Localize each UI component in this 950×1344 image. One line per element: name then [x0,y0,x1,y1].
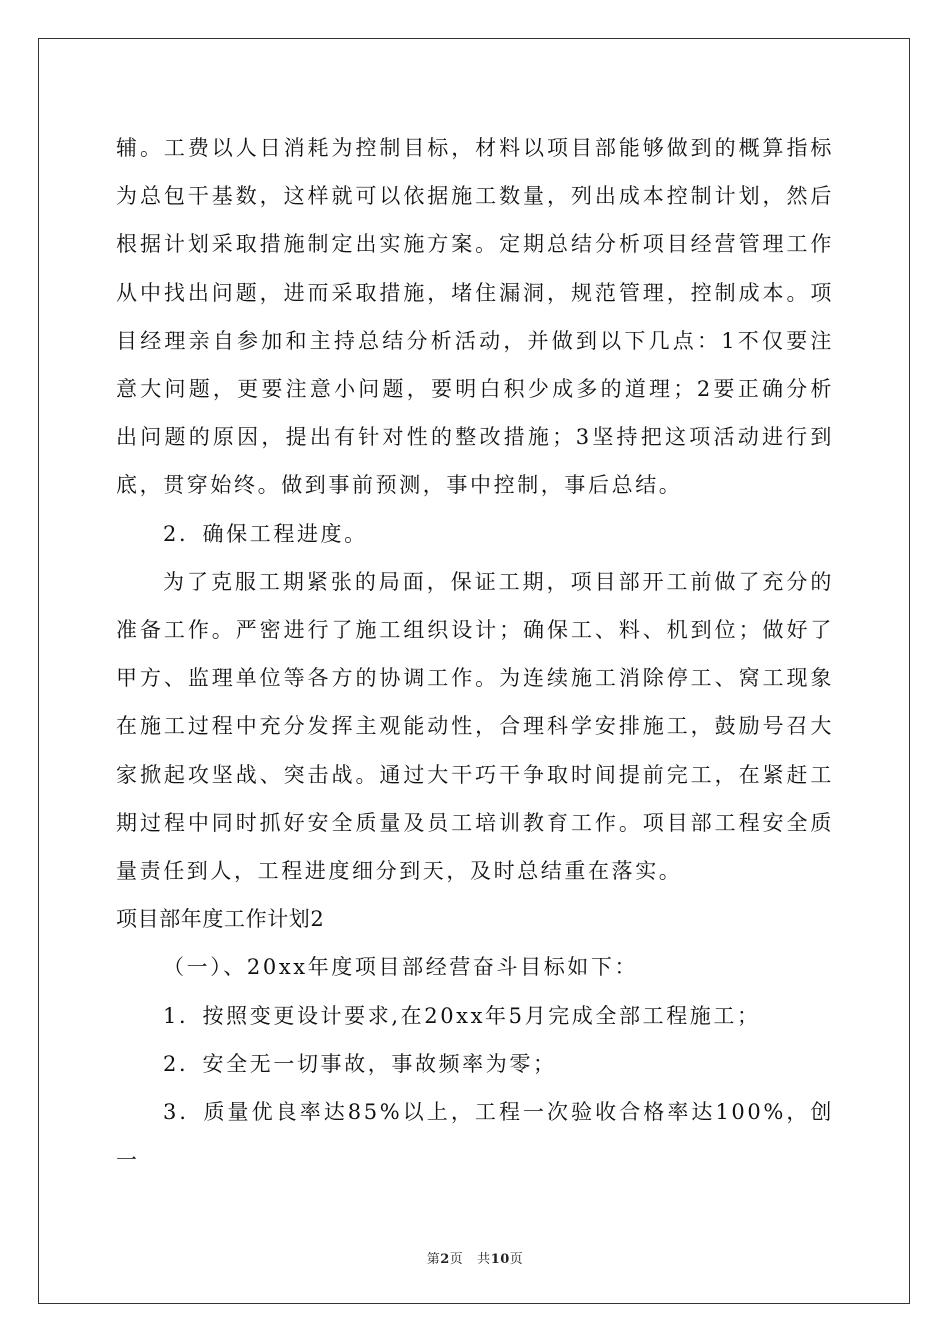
total-prefix: 共 [477,1252,491,1267]
total-suffix: 页 [509,1252,524,1267]
section-title: 项目部年度工作计划2 [116,907,325,932]
document-body [116,124,834,1184]
page-suffix: 页 [449,1252,464,1267]
paragraph-progress-heading: 2．确保工程进度。 [163,521,368,546]
paragraph-goal-3: 3．质量优良率达85%以上，工程一次验收合格率达100%，创一 [116,1100,834,1173]
page-number: 2 [440,1252,450,1267]
paragraph-progress-body: 为了克服工期紧张的局面，保证工期，项目部开工前做了充分的准备工作。严密进行了施工组织设计；确保工、料、机到位；做好了甲方、监理单位等各方的协调工作。为连续施工消除停工、窝工现象在施工过程中充分发挥主观能动性，合理科学安排施工，鼓励号召大家掀起攻坚战、突击战。通过大干巧干争取时间提前完工，在紧赶工期过程中同时抓好安全质量及员工培训教育工作。项目部工程安全质量责任到人，工程进度细分到天，及时总结重在落实。 [116,569,834,884]
paragraph-goal-1: 1．按照变更设计要求,在20xx年5月完成全部工程施工； [163,1003,761,1028]
page-prefix: 第 [426,1252,441,1267]
paragraph-goals-intro: （一）、20xx年度项目部经营奋斗目标如下： [163,955,639,980]
paragraph-goal-2: 2．安全无一切事故，事故频率为零； [163,1051,557,1076]
paragraph-cost-control: 辅。工费以人日消耗为控制目标，材料以项目部能够做到的概算指标为总包干基数，这样就可以依据施工数量，列出成本控制计划，然后根据计划采取措施制定出实施方案。定期总结分析项目经营管理工作从中找出问题，进而采取措施，堵住漏洞，规范管理，控制成本。项目经理亲自参加和主持总结分析活动，并做到以下几点：1不仅要注意大问题，更要注意小问题，要明白积少成多的道理；2要正确分析出问题的原因，提出有针对性的整改措施；3坚持把这项活动进行到底，贯穿始终。做到事前预测，事中控制，事后总结。 [116,136,834,498]
page-footer [0,1248,950,1267]
total-pages: 10 [490,1252,510,1267]
